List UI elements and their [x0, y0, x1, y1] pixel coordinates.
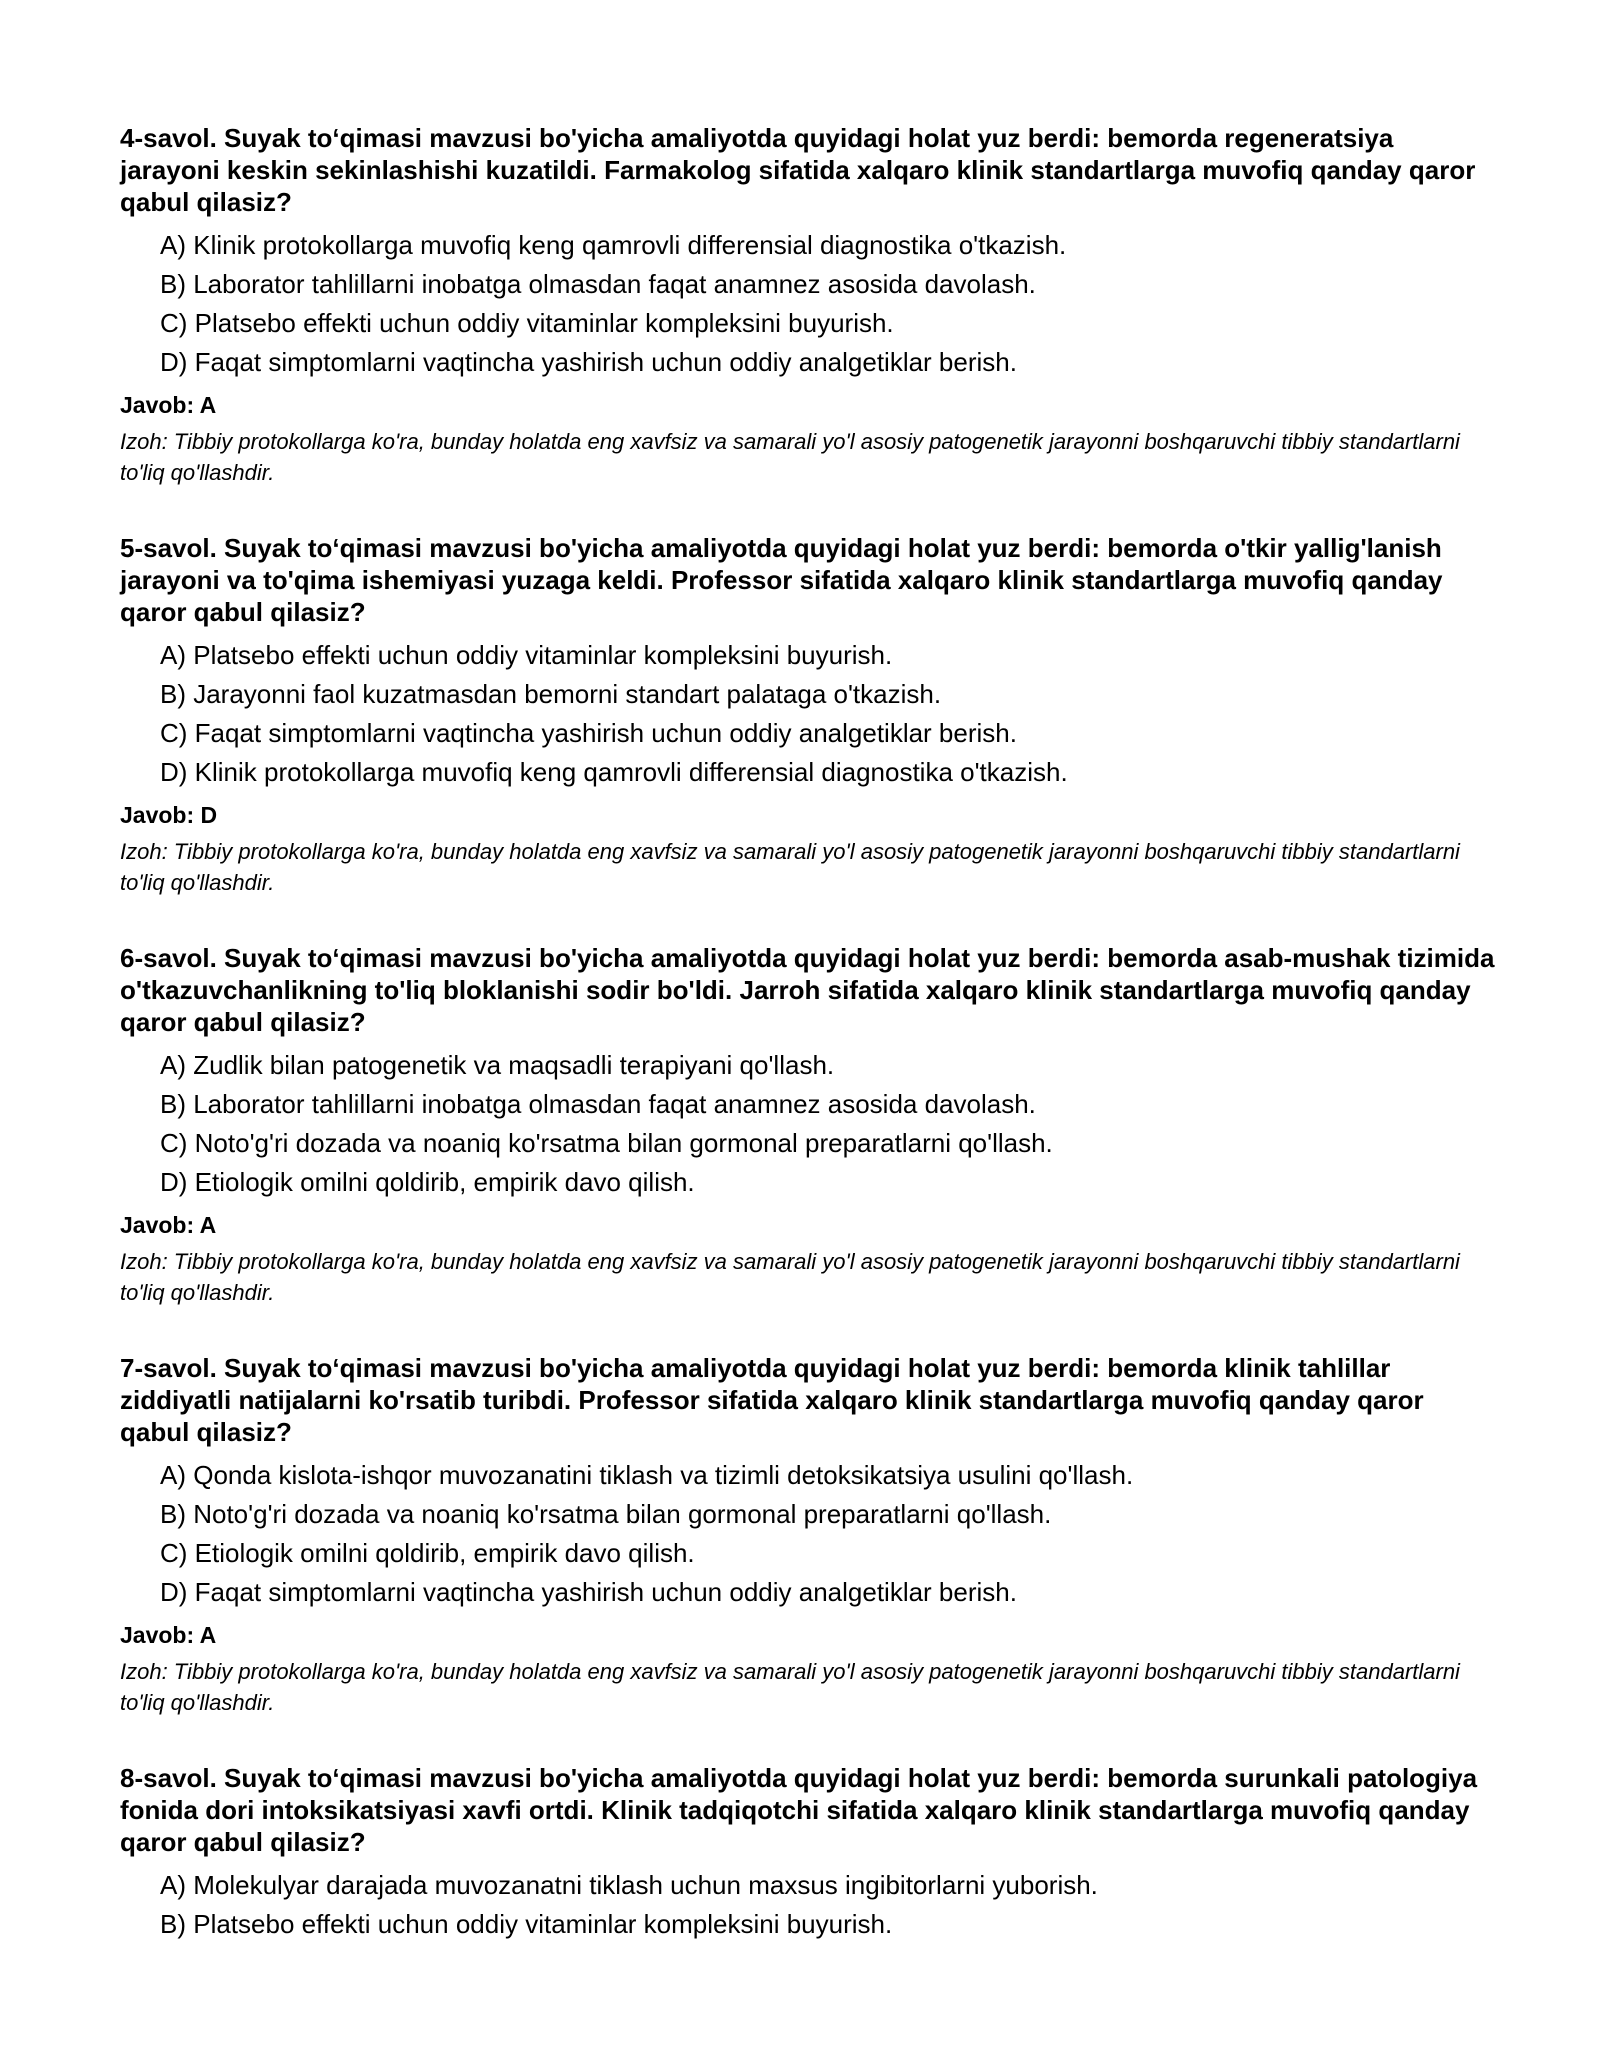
options-list	[120, 226, 1500, 382]
option-d: D) Klinik protokollarga muvofiq keng qamrovli differensial diagnostika o'tkazish.	[160, 757, 1068, 787]
option-c: C) Etiologik omilni qoldirib, empirik davo qilish.	[160, 1538, 695, 1568]
question-block-4	[120, 122, 1500, 488]
question-text: 8-savol. Suyak to‘qimasi mavzusi bo'yicha amaliyotda quyidagi holat yuz berdi: bemorda surunkali patologiya fonida dori intoksikatsiyasi xavfi ortdi. Klinik tadqiqotchi sifatida xalqaro klinik standartlarga muvofiq qanday qaror qabul qilasiz?	[120, 1763, 1478, 1857]
answer-label: Javob: A	[120, 1212, 217, 1238]
option-b: B) Jarayonni faol kuzatmasdan bemorni standart palataga o'tkazish.	[160, 679, 942, 709]
option-a: A) Platsebo effekti uchun oddiy vitaminlar kompleksini buyurish.	[160, 640, 893, 670]
option-a: A) Zudlik bilan patogenetik va maqsadli terapiyani qo'llash.	[160, 1050, 835, 1080]
option-b: B) Noto'g'ri dozada va noaniq ko'rsatma bilan gormonal preparatlarni qo'llash.	[160, 1499, 1052, 1529]
explanation-text: Izoh: Tibbiy protokollarga ko'ra, bunday holatda eng xavfsiz va samarali yo'l asosiy patogenetik jarayonni boshqaruvchi tibbiy standartlarni to'liq qo'llashdir.	[120, 839, 1460, 895]
options-list	[120, 1866, 1500, 1944]
option-c: C) Platsebo effekti uchun oddiy vitaminlar kompleksini buyurish.	[160, 308, 894, 338]
explanation-text: Izoh: Tibbiy protokollarga ko'ra, bunday holatda eng xavfsiz va samarali yo'l asosiy patogenetik jarayonni boshqaruvchi tibbiy standartlarni to'liq qo'llashdir.	[120, 1659, 1460, 1715]
question-text: 4-savol. Suyak to‘qimasi mavzusi bo'yicha amaliyotda quyidagi holat yuz berdi: bemorda regeneratsiya jarayoni keskin sekinlashishi kuzatildi. Farmakolog sifatida xalqaro klinik standartlarga muvofiq qanday qaror qabul qilasiz?	[120, 123, 1476, 217]
question-text: 6-savol. Suyak to‘qimasi mavzusi bo'yicha amaliyotda quyidagi holat yuz berdi: bemorda asab-mushak tizimida o'tkazuvchanlikning to'liq bloklanishi sodir bo'ldi. Jarroh sifatida xalqaro klinik standartlarga muvofiq qanday qaror qabul qilasiz?	[120, 943, 1495, 1037]
option-d: D) Faqat simptomlarni vaqtincha yashirish uchun oddiy analgetiklar berish.	[160, 347, 1017, 377]
option-c: C) Faqat simptomlarni vaqtincha yashirish uchun oddiy analgetiklar berish.	[160, 718, 1017, 748]
option-d: D) Etiologik omilni qoldirib, empirik davo qilish.	[160, 1167, 695, 1197]
options-list	[120, 1456, 1500, 1612]
answer-label: Javob: D	[120, 802, 218, 828]
answer-label: Javob: A	[120, 392, 217, 418]
explanation-text: Izoh: Tibbiy protokollarga ko'ra, bunday holatda eng xavfsiz va samarali yo'l asosiy patogenetik jarayonni boshqaruvchi tibbiy standartlarni to'liq qo'llashdir.	[120, 429, 1460, 485]
question-text: 7-savol. Suyak to‘qimasi mavzusi bo'yicha amaliyotda quyidagi holat yuz berdi: bemorda klinik tahlillar ziddiyatli natijalarni ko'rsatib turibdi. Professor sifatida xalqaro klinik standartlarga muvofiq qanday qaror qabul qilasiz?	[120, 1353, 1424, 1447]
answer-label: Javob: A	[120, 1622, 217, 1648]
question-block-5	[120, 532, 1500, 898]
question-block-8	[120, 1762, 1500, 1944]
option-d: D) Faqat simptomlarni vaqtincha yashirish uchun oddiy analgetiklar berish.	[160, 1577, 1017, 1607]
option-b: B) Laborator tahlillarni inobatga olmasdan faqat anamnez asosida davolash.	[160, 1089, 1036, 1119]
option-a: A) Klinik protokollarga muvofiq keng qamrovli differensial diagnostika o'tkazish.	[160, 230, 1067, 260]
option-b: B) Laborator tahlillarni inobatga olmasdan faqat anamnez asosida davolash.	[160, 269, 1036, 299]
question-text: 5-savol. Suyak to‘qimasi mavzusi bo'yicha amaliyotda quyidagi holat yuz berdi: bemorda o'tkir yallig'lanish jarayoni va to'qima ishemiyasi yuzaga keldi. Professor sifatida xalqaro klinik standartlarga muvofiq qanday qaror qabul qilasiz?	[120, 533, 1443, 627]
options-list	[120, 1046, 1500, 1202]
option-a: A) Qonda kislota-ishqor muvozanatini tiklash va tizimli detoksikatsiya usulini qo'llash.	[160, 1460, 1134, 1490]
option-a: A) Molekulyar darajada muvozanatni tiklash uchun maxsus ingibitorlarni yuborish.	[160, 1870, 1098, 1900]
question-block-7	[120, 1352, 1500, 1718]
question-block-6	[120, 942, 1500, 1308]
document-page	[120, 122, 1500, 1988]
option-c: C) Noto'g'ri dozada va noaniq ko'rsatma bilan gormonal preparatlarni qo'llash.	[160, 1128, 1053, 1158]
explanation-text: Izoh: Tibbiy protokollarga ko'ra, bunday holatda eng xavfsiz va samarali yo'l asosiy patogenetik jarayonni boshqaruvchi tibbiy standartlarni to'liq qo'llashdir.	[120, 1249, 1460, 1305]
options-list	[120, 636, 1500, 792]
option-b: B) Platsebo effekti uchun oddiy vitaminlar kompleksini buyurish.	[160, 1909, 893, 1939]
